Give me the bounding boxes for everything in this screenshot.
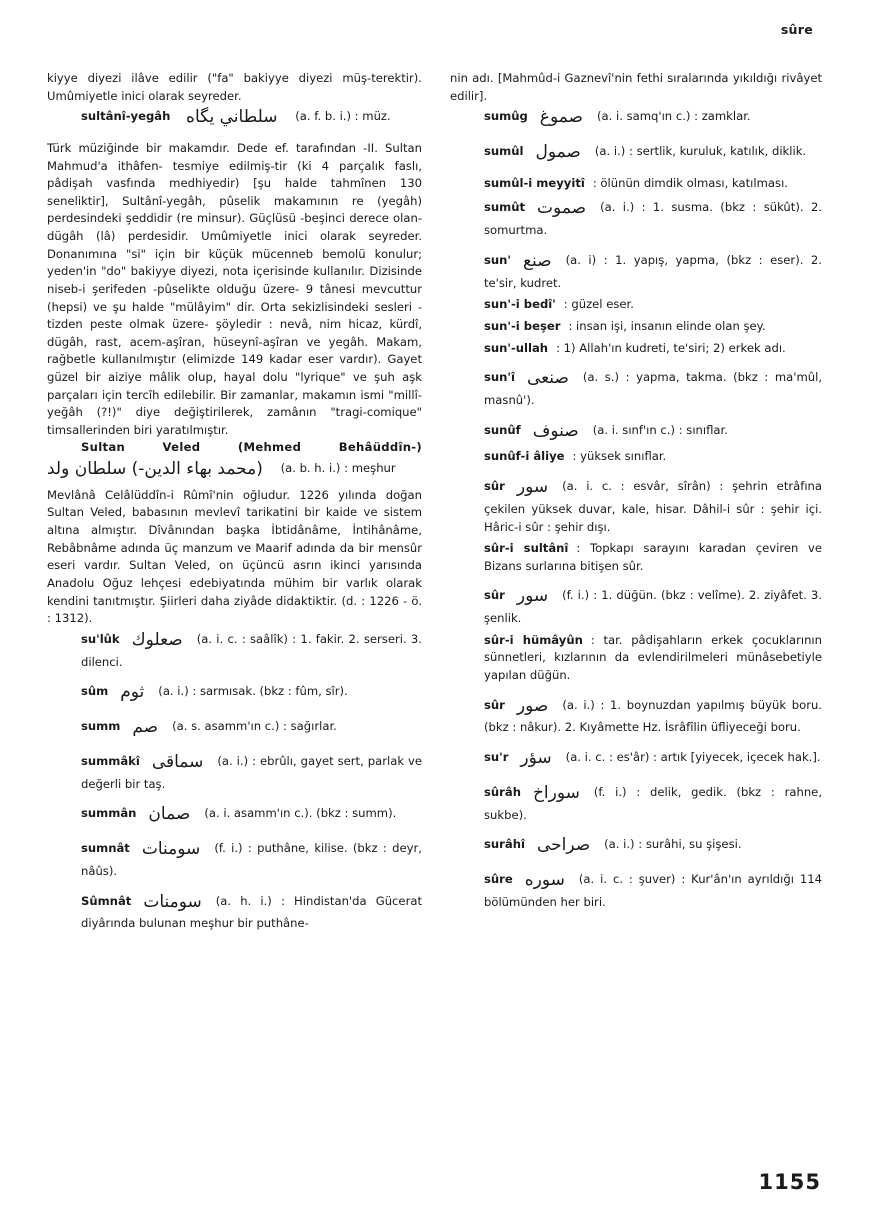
headword: sûr-i sultânî bbox=[484, 541, 569, 556]
arabic-script: صراحى bbox=[536, 835, 591, 856]
definition: (a. i) : 1. yapış, yapma, (bkz : eser). 2. te'sir, kudret. bbox=[484, 252, 822, 290]
headword: surâhî bbox=[484, 837, 525, 852]
definition: (a. s. asamm'ın c.) : sağırlar. bbox=[172, 718, 337, 733]
headword: sumût bbox=[484, 200, 526, 215]
entry-sultan-veled-line bbox=[47, 457, 422, 483]
definition: : Topkapı sarayını karadan çeviren ve Bizans surlarına bitişen sûr. bbox=[484, 541, 822, 573]
dictionary-entry bbox=[450, 419, 822, 445]
definition: (a. i. sınf'ın c.) : sınıflar. bbox=[592, 422, 728, 437]
headword: su'r bbox=[484, 750, 509, 765]
arabic-script: صعلوك bbox=[131, 629, 183, 650]
arabic-script: سوره bbox=[524, 870, 565, 891]
definition: (a. i. c. : şuver) : Kur'ân'ın ayrıldığı 114 bölümünden her biri. bbox=[484, 872, 822, 909]
entry-body: Mevlânâ Celâlüddîn-i Rûmî'nin oğludur. 1226 yılında doğan Sultan Veled, babasının mevlevî tarikatini bir kaide ve sistem altına almıştır. Dîvânından başka İbtidânâme, İntihânâme, Rebâbnâme adında üç manzum ve Maarif adında da bir mensûr eseri vardır. Sultan Veled, on üçüncü asrın ikinci yarısında Anadolu Oğuz lehçesi edebiyatında mühim bir varlık olarak kendini tanıtmıştır. Şiirleri daha ziyâde didaktiktir. (d. : 1226 - ö. : 1312). bbox=[47, 487, 422, 626]
headword: sun'-i beşer bbox=[484, 318, 561, 333]
dictionary-entry bbox=[450, 694, 822, 737]
dictionary-entry bbox=[47, 715, 422, 741]
definition: (a. i.) : 1. susma. (bkz : sükût). 2. somurtma. bbox=[484, 200, 822, 238]
dictionary-entry bbox=[450, 448, 822, 466]
headword: sûm bbox=[81, 684, 109, 699]
definition: (a. h. i.) : Hindistan'da Gücerat diyârında bulunan meşhur bir puthâne- bbox=[81, 893, 422, 931]
arabic-script: سوراخ bbox=[532, 782, 580, 803]
headword: sûr bbox=[484, 588, 505, 603]
headword: sumûg bbox=[484, 109, 528, 124]
dictionary-entry bbox=[450, 318, 822, 336]
headword: sunûf-i âliye bbox=[484, 449, 565, 464]
headword: sun'-i bedî' bbox=[484, 297, 556, 312]
dictionary-entry bbox=[450, 584, 822, 627]
definition: (a. i.) : surâhi, su şişesi. bbox=[604, 837, 742, 852]
dictionary-entry bbox=[450, 475, 822, 536]
arabic-script: صموت bbox=[537, 198, 587, 219]
definition: : yüksek sınıflar. bbox=[572, 449, 667, 464]
definition: (a. i. c. : es'âr) : artık [yiyecek, içecek hak.]. bbox=[565, 750, 821, 765]
dictionary-entry bbox=[450, 340, 822, 358]
right-column bbox=[450, 70, 822, 921]
arabic-script: صموغ bbox=[539, 107, 583, 128]
left-column bbox=[47, 70, 422, 942]
headword: sumnât bbox=[81, 841, 130, 856]
definition: : ölünün dimdik olması, katılması. bbox=[592, 175, 788, 190]
arabic-script: سور bbox=[516, 477, 549, 498]
headword: Sûmnât bbox=[81, 893, 132, 908]
headword: su'lûk bbox=[81, 631, 120, 646]
arabic-script: صمول bbox=[535, 142, 581, 163]
dictionary-entry bbox=[47, 890, 422, 933]
definition: : güzel eser. bbox=[563, 297, 634, 312]
definition: (f. i.) : puthâne, kilise. (bkz : deyr, nâûs). bbox=[81, 841, 422, 878]
definition: : insan işi, insanın elinde olan şey. bbox=[568, 318, 766, 333]
definition: (a. i. c. : saâlîk) : 1. fakir. 2. serseri. 3. dilenci. bbox=[81, 631, 422, 669]
arabic-script: سومنات bbox=[143, 891, 202, 912]
right-entry-list bbox=[450, 105, 822, 911]
definition: (a. i.) : sarmısak. (bkz : fûm, sîr). bbox=[158, 684, 348, 699]
headword: summâkî bbox=[81, 753, 140, 768]
headword: sumûl-i meyyitî bbox=[484, 175, 585, 190]
running-head: sûre bbox=[780, 22, 813, 37]
headword: sumûl bbox=[484, 144, 524, 159]
dictionary-entry bbox=[47, 802, 422, 828]
dictionary-entry bbox=[47, 628, 422, 671]
arabic-script: سور bbox=[516, 586, 549, 607]
definition: (a. i.) : 1. boynuzdan yapılmış büyük boru. (bkz : nâkur). 2. Kıyâmette Hz. İsrâfîlin üfliyeceği boru. bbox=[484, 697, 822, 735]
continued-text: kiyye diyezi ilâve edilir ("fa" bakiyye diyezi müş-terektir). Umûmiyetle inici olarak seyreder. bbox=[47, 71, 422, 103]
dictionary-entry bbox=[450, 140, 822, 166]
arabic-script: صم bbox=[132, 716, 159, 737]
definition: (f. i.) : 1. düğün. (bkz : velîme). 2. ziyâfet. 3. şenlik. bbox=[484, 588, 822, 626]
dictionary-entry bbox=[450, 196, 822, 239]
arabic-script: سؤر bbox=[520, 748, 552, 769]
definition: : tar. pâdişahların erkek çocuklarının sünnetleri, kızlarının da evlendirilmeleri münâsebetiyle yapılan düğün. bbox=[484, 632, 822, 682]
dictionary-entry bbox=[450, 833, 822, 859]
definition: (a. i.) : ebrûlı, gayet sert, parlak ve değerli bir taş. bbox=[81, 753, 422, 791]
grammar-info: (a. b. h. i.) : meşhur bbox=[280, 461, 396, 476]
headword: sun'î bbox=[484, 370, 515, 385]
arabic-script: سلطاني يگاه bbox=[186, 107, 278, 128]
headword: sûrâh bbox=[484, 784, 521, 799]
headword: summân bbox=[81, 806, 137, 821]
dictionary-entry bbox=[450, 632, 822, 685]
arabic-script: صور bbox=[516, 695, 549, 716]
arabic-script: ثوم bbox=[120, 682, 145, 703]
continued-text: nin adı. [Mahmûd-i Gaznevî'nin fethi sıralarında yıkıldığı rivâyet edilir]. bbox=[450, 71, 822, 103]
headword: sultânî-yegâh bbox=[81, 109, 171, 124]
entry-sultani-yegah bbox=[47, 105, 422, 131]
page-number: 1155 bbox=[758, 1170, 821, 1194]
entry-title-sultan-veled: Sultan Veled (Mehmed Behâüddîn-) bbox=[81, 440, 422, 455]
headword: summ bbox=[81, 718, 121, 733]
dictionary-entry bbox=[450, 366, 822, 409]
left-entry-list bbox=[47, 628, 422, 933]
arabic-script: صنوف bbox=[532, 420, 579, 441]
dictionary-entry bbox=[47, 837, 422, 880]
dictionary-entry bbox=[450, 868, 822, 911]
grammar-info: (a. f. b. i.) : müz. bbox=[295, 109, 391, 124]
dictionary-entry bbox=[450, 105, 822, 131]
definition: (a. i. samq'ın c.) : zamklar. bbox=[597, 109, 751, 124]
dictionary-entry bbox=[450, 175, 822, 193]
dictionary-entry bbox=[450, 540, 822, 575]
arabic-script: صنعى bbox=[526, 368, 569, 389]
dictionary-entry bbox=[47, 680, 422, 706]
headword: sunûf bbox=[484, 422, 521, 437]
definition: (a. s.) : yapma, takma. (bkz : ma'mûl, masnû'). bbox=[484, 370, 822, 408]
arabic-script: صنع bbox=[522, 250, 552, 271]
arabic-script: سومنات bbox=[141, 839, 201, 860]
dictionary-entry bbox=[450, 781, 822, 824]
definition: (a. i.) : sertlik, kuruluk, katılık, diklik. bbox=[594, 144, 807, 159]
headword: sûr bbox=[484, 479, 505, 494]
arabic-script: (محمد بهاء الدين-) سلطان ولد bbox=[47, 459, 263, 480]
headword: sun' bbox=[484, 252, 511, 267]
headword: sûr-i hümâyûn bbox=[484, 632, 583, 647]
definition: (a. i. c. : esvâr, sîrân) : şehrin etrâfına çekilen yüksek duvar, kale, hisar. Dâhil-i sûr : şehir içi. Hâric-i sûr : şehir dışı. bbox=[484, 479, 822, 534]
arabic-script: سماقى bbox=[151, 751, 204, 772]
headword: sun'-ullah bbox=[484, 340, 549, 355]
dictionary-entry bbox=[450, 249, 822, 292]
entry-body: Türk müziğinde bir makamdır. Dede ef. tarafından -II. Sultan Mahmud'a ithâfen- tesmiye edilmiş-tir (ki 4 parçalık faslı, pâdişah vasfında medhiyedir) [şu halde tahmînen 130 seneliktir], Sultânî-yegâh, pûselik makamının re (yegâh) perdesindeki şeddidir (re minsur). Güçlüsü -beşinci derece olan- dügâh (lâ) perdesidir. Umûmiyetle inici olarak seyreder. Donanımına "si" için bir küçük mücenneb bemolü konulur; yeden'in "do" bakiyye diyezi, nota içerisinde kullanılır. Dizisinde niseb-i şerifeden -pûselikte olduğu üzere- 9 tânesi mevcuttur (hepsi) ve şu halde "mülâyim" dir. Orta sekizlisindeki sesleri -tizden peste olmak üzere- şöyledir : nevâ, nim hicaz, kürdî, dügâh, rast, acem-aşîran, hüseynî-aşîran ve yegâh. Makam, rağbetle kullanılmıştır (elimizde 149 kadar eser vardır). Gayet güzel bir aiziye mâlik olup, hayal dolu "lyrique" ve şuh aşk parçaları için tercîh edilebilir. Bir zamanlar, makamın ismi "millî-yeğâh (?!)" diye değiştirilerek, zamânın "tragi-comique" timsallerinden biri yaratılmıştır. bbox=[47, 141, 422, 437]
definition: (a. i. asamm'ın c.). (bkz : summ). bbox=[204, 806, 397, 821]
headword: sûr bbox=[484, 697, 505, 712]
arabic-script: صمان bbox=[148, 804, 191, 825]
dictionary-entry bbox=[450, 746, 822, 772]
definition: : 1) Allah'ın kudreti, te'siri; 2) erkek adı. bbox=[556, 340, 786, 355]
dictionary-entry bbox=[450, 296, 822, 314]
dictionary-entry bbox=[47, 750, 422, 793]
definition: (f. i.) : delik, gedik. (bkz : rahne, sukbe). bbox=[484, 784, 822, 822]
headword: sûre bbox=[484, 872, 513, 887]
